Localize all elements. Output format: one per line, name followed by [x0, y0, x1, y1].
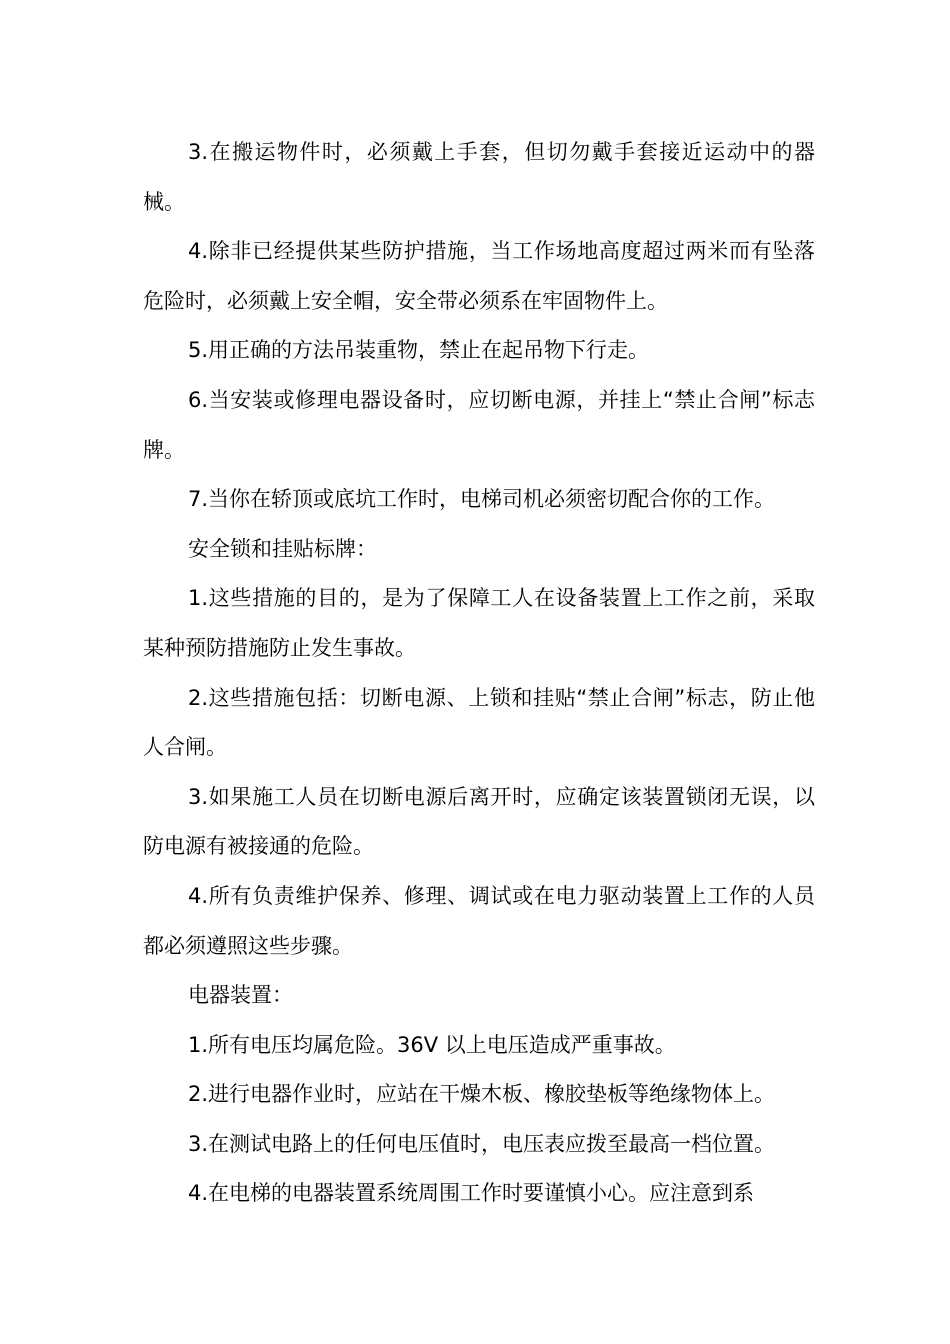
- paragraph-lockout-personnel: 4.所有负责维护保养、修理、调试或在电力驱动装置上工作的人员都必须遵照这些步骤。: [143, 883, 815, 958]
- paragraph-caution: 4.在电梯的电器装置系统周围工作时要谨慎小心。应注意到系: [188, 1181, 755, 1206]
- paragraph-insulation: 2.进行电器作业时，应站在干燥木板、橡胶垫板等绝缘物体上。: [188, 1082, 776, 1107]
- paragraph-glove-rule: 3.在搬运物件时，必须戴上手套，但切勿戴手套接近运动中的器械。: [143, 140, 815, 214]
- section-heading-lockout: 安全锁和挂贴标牌：: [188, 536, 377, 561]
- paragraph-lifting: 5.用正确的方法吊装重物，禁止在起吊物下行走。: [188, 338, 650, 363]
- paragraph-lockout-measures: 2.这些措施包括：切断电源、上锁和挂贴“禁止合闸”标志，防止他人合闸。: [143, 685, 815, 760]
- paragraph-power-cutoff: 6.当安装或修理电器设备时，应切断电源，并挂上“禁止合闸”标志牌。: [143, 387, 815, 462]
- paragraph-voltmeter: 3.在测试电路上的任何电压值时，电压表应拨至最高一档位置。: [188, 1131, 776, 1156]
- paragraph-fall-protection: 4.除非已经提供某些防护措施，当工作场地高度超过两米而有坠落危险时，必须戴上安全帽，安全带必须系在牢固物件上。: [143, 239, 815, 313]
- section-heading-electrical: 电器装置：: [188, 983, 293, 1008]
- body-text: [143, 128, 815, 1219]
- paragraph-lockout-purpose: 1.这些措施的目的，是为了保障工人在设备装置上工作之前，采取某种预防措施防止发生事故。: [143, 586, 815, 660]
- paragraph-lockout-leaving: 3.如果施工人员在切断电源后离开时，应确定该装置锁闭无误，以防电源有被接通的危险。: [143, 784, 815, 859]
- paragraph-voltage-danger: 1.所有电压均属危险。36V 以上电压造成严重事故。: [188, 1032, 676, 1057]
- paragraph-car-top-pit: 7.当你在轿顶或底坑工作时，电梯司机必须密切配合你的工作。: [188, 487, 776, 512]
